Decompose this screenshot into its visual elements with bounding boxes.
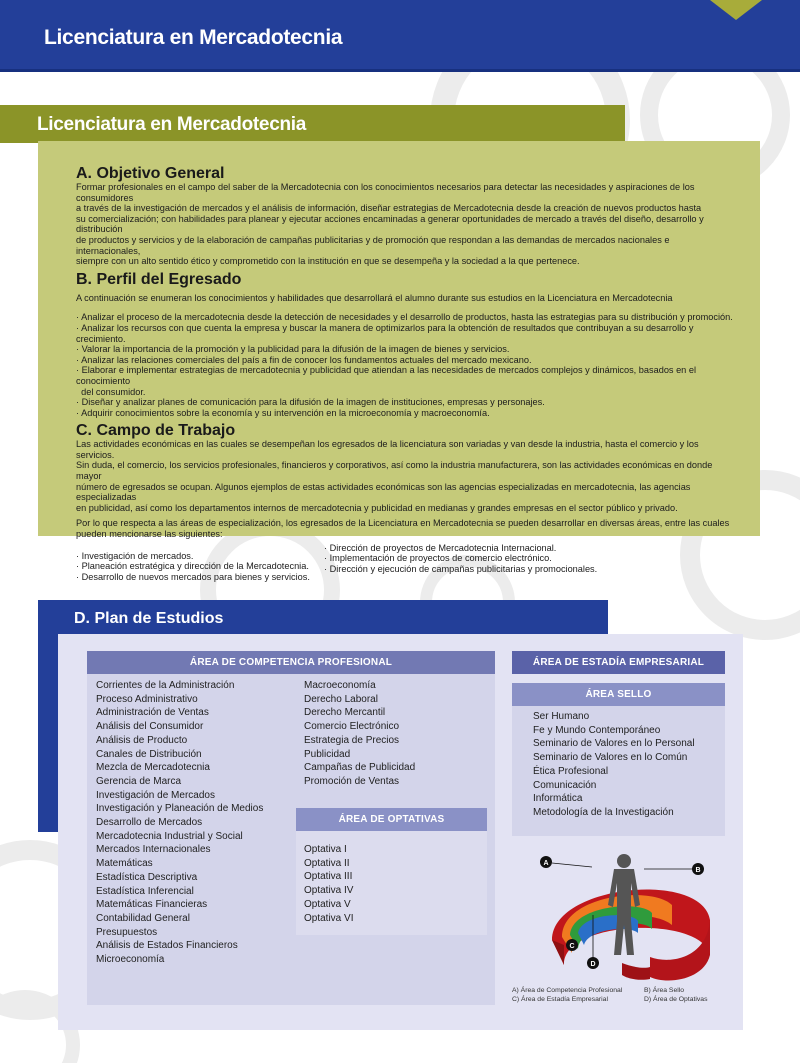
section-title-bar (0, 105, 625, 143)
perfil-title: B. Perfil del Egresado (76, 270, 242, 288)
list-item: · Investigación de mercados. (76, 550, 194, 561)
list-item: Desarrollo de Mercados (96, 817, 203, 829)
list-item: Estadística Inferencial (96, 885, 194, 897)
objetivo-text: Formar profesionales en el campo del saber de la Mercadotecnia con los conocimientos necesarios para detectar las necesidades y aspiraciones de los consumidores a través de la investigación de mercados y el análisis de información, diseñar estrategias de Mercadotecnia desde la creación de nuevos productos hasta su comercialización; con habilidades para planear y ejecutar acciones encaminadas a generar oportunidades de mercado a través del diseño, desarrollo y distribución de productos y servicios y de la elaboración de campañas publicitarias y de promoción que respondan a las demandas de mercados nacionales e internacionales, siempre con un alto sentido ético y comprometido con la institución en que se desempeña y la sociedad a la que pertenece. (76, 182, 704, 267)
campo-areas-list (76, 543, 736, 583)
list-item: Publicidad (304, 748, 351, 760)
list-item: Comunicación (533, 779, 597, 791)
list-item: Optativa IV (304, 885, 354, 897)
list-item: Estrategia de Precios (304, 734, 400, 746)
list-item: · Analizar las relaciones comerciales del país a fin de conocer los fundamentos actuales del mercado mexicano. (76, 354, 532, 365)
campo-title: C. Campo de Trabajo (76, 422, 236, 440)
list-item: Metodología de la Investigación (533, 806, 674, 818)
list-item: · Implementación de proyectos de comercio electrónico. (324, 553, 552, 564)
list-item: Análisis de Producto (96, 734, 188, 746)
list-item: Optativa III (304, 871, 353, 883)
list-item: Presupuestos (96, 926, 158, 938)
list-item: Seminario de Valores en lo Común (533, 752, 688, 764)
list-item: · Analizar los recursos con que cuenta la empresa y buscar la manera de optimizarlos para la obtención de resultados que contribuyan a su desarrollo y crecimiento. (76, 322, 694, 344)
list-item: Análisis del Consumidor (96, 721, 204, 733)
list-item: Análisis de Estados Financieros (96, 940, 238, 952)
competencia-header: ÁREA DE COMPETENCIA PROFESIONAL (87, 651, 495, 674)
sello-header: ÁREA SELLO (512, 683, 725, 706)
optativas-header: ÁREA DE OPTATIVAS (296, 808, 487, 831)
list-item: Fe y Mundo Contemporáneo (533, 724, 661, 736)
list-item: Contabilidad General (96, 912, 190, 924)
campo-areas-intro: Por lo que respecta a las áreas de especialización, los egresados de la Licenciatura en Mercadotecnia se pueden desarrollar en diversas áreas, entre las cuales pueden mencionarse las siguientes: (76, 518, 730, 540)
list-item: · Analizar el proceso de la mercadotecnia desde la detección de necesidades y el desarrollo de productos, hasta las estrategias para su distribución y promoción. (76, 312, 733, 323)
list-item: Mercadotecnia Industrial y Social (96, 830, 243, 842)
plan-title: D. Plan de Estudios (74, 610, 224, 627)
list-item: Administración de Ventas (96, 707, 209, 719)
marker-b-label: B (695, 867, 701, 874)
list-item: · Planeación estratégica y dirección de la Mercadotecnia. (76, 561, 309, 572)
perfil-list (76, 312, 736, 418)
list-item: Promoción de Ventas (304, 775, 400, 787)
list-item: · Desarrollo de nuevos mercados para bienes y servicios. (76, 571, 310, 582)
human-silhouette (608, 854, 640, 955)
marker-d-label: D (590, 961, 596, 968)
list-item: Matemáticas (96, 858, 153, 870)
list-item: · Diseñar y analizar planes de comunicación para la difusión de la imagen de instituciones, empresas y personajes. (76, 397, 545, 408)
list-item: · Adquirir conocimientos sobre la economía y su intervención en la microeconomía y macroeconomía. (76, 407, 490, 418)
list-item: Estadística Descriptiva (96, 871, 198, 883)
list-item: Optativa II (304, 857, 350, 869)
list-item: Investigación de Mercados (96, 789, 215, 801)
diagram-legend-left: A) Área de Competencia Profesional C) Área de Estadía Empresarial (512, 987, 623, 1003)
list-item: Campañas de Publicidad (304, 762, 416, 774)
list-item: Mercados Internacionales (96, 844, 211, 856)
list-item: Derecho Laboral (304, 693, 378, 705)
marker-a-label: A (543, 860, 549, 867)
list-item: Derecho Mercantil (304, 707, 386, 719)
list-item: Investigación y Planeación de Medios (96, 803, 264, 815)
areas-ring-diagram (532, 845, 732, 985)
list-item: Comercio Electrónico (304, 721, 400, 733)
list-item: Seminario de Valores en lo Personal (533, 738, 695, 750)
list-item: Gerencia de Marca (96, 775, 182, 787)
list-item: Informática (533, 793, 583, 805)
list-item: · Valorar la importancia de la promoción y la publicidad para la difusión de la imagen de bienes y servicios. (76, 344, 510, 355)
list-item: Optativa I (304, 844, 347, 855)
list-item: · Dirección de proyectos de Mercadotecnia Internacional. (324, 542, 557, 553)
campo-text: Las actividades económicas en las cuales se desempeñan los egresados de la licenciatura son variadas y van desde la industria, hasta el comercio y los servicios. Sin duda, el comercio, los servicios profesionales, financieros y corporativos, así como la industria manufacturera, son las actividades económicas en donde mayor número de egresados se ocupan. Algunos ejemplos de estas actividades económicas son las agencias especializadas en mercadotecnia, las agencias especializadas en publicidad, así como los departamentos internos de mercadotecnia y publicidad en medianas y grandes empresas en el sector público y privado. (76, 439, 713, 513)
info-panel (38, 141, 760, 582)
list-item: del consumidor. (76, 386, 146, 397)
sello-list (533, 710, 695, 820)
list-item: Macroeconomía (304, 680, 376, 691)
list-item: Matemáticas Financieras (96, 899, 208, 911)
objetivo-title: A. Objetivo General (76, 165, 225, 182)
header-title: Licenciatura en Mercadotecnia (44, 26, 343, 49)
list-item: Corrientes de la Administración (96, 680, 235, 691)
estadia-header: ÁREA DE ESTADÍA EMPRESARIAL (512, 651, 725, 674)
diagram-legend-right: B) Área Sello D) Área de Optativas (644, 987, 708, 1003)
top-header-bar (0, 0, 800, 72)
section-title: Licenciatura en Mercadotecnia (37, 114, 307, 135)
perfil-intro: A continuación se enumeran los conocimientos y habilidades que desarrollará el alumno durante sus estudios en la Licenciatura en Mercadotecnia (76, 292, 673, 303)
list-item: Mezcla de Mercadotecnia (96, 762, 210, 774)
competencia-list-col1 (96, 679, 263, 967)
marker-c-label: C (569, 943, 575, 950)
optativas-list (304, 843, 353, 925)
list-item: Canales de Distribución (96, 748, 202, 760)
list-item: Optativa VI (304, 912, 354, 924)
list-item: Ética Profesional (533, 765, 609, 777)
list-item: Ser Humano (533, 711, 590, 722)
list-item: · Dirección y ejecución de campañas publicitarias y promocionales. (324, 563, 598, 574)
competencia-list-col2 (304, 679, 415, 789)
corner-triangle-decor (710, 0, 762, 20)
list-item: Proceso Administrativo (96, 693, 198, 705)
list-item: Optativa V (304, 898, 351, 910)
list-item: · Elaborar e implementar estrategias de mercadotecnia y publicidad que atiendan a las necesidades de mercados complejos y dinámicos, basados en el conocimiento (76, 365, 696, 386)
list-item: Microeconomía (96, 954, 165, 966)
